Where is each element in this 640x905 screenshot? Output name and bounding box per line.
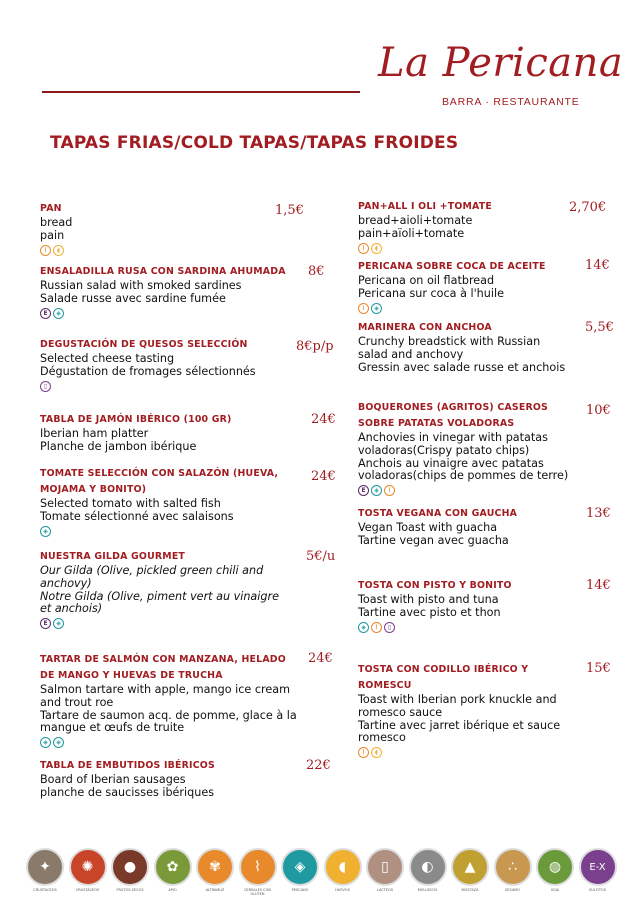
menu-item-name: PAN [40,203,62,214]
menu-item-description: Toast with pisto and tuna [358,593,499,606]
allergen-icons [358,243,568,254]
gluten-icon: ⌇ [371,622,382,633]
lactose-icon: ▯ [40,381,51,392]
menu-item [40,264,290,319]
fish-icon: ◈ [53,618,64,629]
menu-item-price: 22€ [306,758,331,773]
menu-item-price: 5,5€ [585,320,614,335]
allergen-legend-label: MOLUSCOS [417,888,438,892]
menu-item-description: Gressin avec salade russe et anchois [358,360,566,374]
allergen-legend-icon: ▯ [366,848,404,886]
menu-item-price: 8€ [308,264,325,279]
menu-item [40,652,300,748]
menu-item-description: Toast with Iberian pork knuckle and romesco sauce [358,693,557,719]
allergen-legend-icon: ✺ [69,848,107,886]
menu-item-description: Anchois au vinaigre avec patatas voladoras(chips de pommes de terre) [358,456,569,483]
gluten-icon: ⌇ [358,747,369,758]
menu-item-description: planche de saucisses ibériques [40,785,215,799]
allergen-legend-label: CEREALES CON GLUTEN [243,888,271,896]
allergen-legend-icon: ✾ [196,848,234,886]
menu-item-price: 14€ [586,578,611,593]
header-rule [42,91,360,93]
menu-item-name: ENSALADILLA RUSA CON SARDINA AHUMADA [40,266,286,277]
menu-item [358,199,568,254]
menu-item-price: 14€ [585,258,610,273]
menu-item-description: pain+aïoli+tomate [358,226,465,240]
allergen-legend-label: HUEVOS [335,888,350,892]
lactose-icon: ▯ [384,622,395,633]
menu-item-description: Tartare de saumon acq. de pomme, glace à la mangue et œufs de truite [40,708,297,735]
menu-item-price: 13€ [586,506,611,521]
gluten-icon: ⌇ [358,303,369,314]
menu-item-name: TOSTA VEGANA CON GAUCHA [358,508,518,519]
menu-item [358,259,573,314]
menu-item-name: PERICANA SOBRE COCA DE ACEITE [358,261,546,272]
menu-item-description: Notre Gilda (Olive, piment vert au vinaigre et anchois) [40,589,279,616]
menu-item-description: Planche de jambon ibérique [40,439,197,453]
menu-item-price: 5€/u [306,549,336,564]
allergen-legend-icon: ◍ [536,848,574,886]
menu-item-price: 10€ [586,403,611,418]
menu-item-name: DEGUSTACIÓN DE QUESOS SELECCIÓN [40,339,248,350]
menu-item [358,320,573,374]
allergen-legend-label: SULFITOS [589,888,606,892]
menu-item [358,400,578,496]
menu-item-description: Selected tomato with salted fish [40,497,221,510]
menu-item-name: TOSTA CON PISTO Y BONITO [358,580,512,591]
fish-icon: ◈ [371,485,382,496]
menu-item-description: Our Gilda (Olive, pickled green chili and anchovy) [40,564,264,590]
fish-icon: ◈ [358,622,369,633]
menu-item-name: TARTAR DE SALMÓN CON MANZANA, HELADO DE MANGO Y HUEVAS DE TRUCHA [40,654,286,681]
allergen-icons [40,308,290,319]
menu-item-price: 24€ [311,412,336,427]
allergen-legend-icon: ▲ [451,848,489,886]
menu-item-name: PAN+ALL I OLI +TOMATE [358,201,492,212]
allergen-legend-label: LACTEOS [376,888,394,892]
menu-item-description: pain [40,228,65,242]
allergen-legend-icon: ● [111,848,149,886]
allergen-icons [40,526,290,537]
allergen-icons [40,381,280,392]
gluten-icon: ⌇ [40,245,51,256]
menu-item-name: TOMATE SELECCIÓN CON SALAZÓN (HUEVA, MOJAMA Y BONITO) [40,468,279,495]
allergen-legend-icon: ◐ [409,848,447,886]
allergen-legend-icon: ◈ [281,848,319,886]
menu-item-price: 24€ [308,651,333,666]
gluten-icon: ⌇ [384,485,395,496]
sulfites-icon: E [40,308,51,319]
menu-item-description: Salmon tartare with apple, mango ice cream and trout roe [40,683,290,709]
section-title: TAPAS FRIAS/COLD TAPAS/TAPAS FROIDES [50,133,459,153]
fish-icon: ◈ [53,737,64,748]
fish-icon: ◈ [40,526,51,537]
allergen-legend-icon: ◖ [324,848,362,886]
allergen-legend-label: SESAMO [505,888,520,892]
menu-item-description: Tartine avec pisto et thon [358,605,501,619]
allergen-legend-label: CRUSTACEOS [33,888,57,892]
allergen-legend-label: CRUSTÁCEOS [75,888,100,892]
allergen-icons [358,622,573,633]
menu-item [40,466,290,537]
allergen-legend-label: FRUTOS SECOS [116,888,144,892]
menu-item [40,337,280,392]
allergen-icons [40,737,300,748]
menu-item [358,662,573,758]
menu-item-description: Russian salad with smoked sardines [40,279,242,292]
menu-item-description: Salade russe avec sardine fumée [40,291,226,305]
menu-item-description: bread [40,216,73,229]
allergen-legend-label: SOJA [550,888,560,892]
menu-item-description: Iberian ham platter [40,427,149,440]
menu-item-name: NUESTRA GILDA GOURMET [40,551,186,562]
menu-item-name: TOSTA CON CODILLO IBÉRICO Y ROMESCU [358,664,529,691]
menu-item-description: Tartine avec jarret ibérique et sauce romesco [358,718,561,745]
menu-item-description: Anchovies in vinegar with patatas voladoras(Crispy patato chips) [358,431,548,457]
menu-item-description: Pericana sur coca à l'huile [358,286,504,300]
menu-item [358,506,573,548]
eggs-icon: ◖ [371,243,382,254]
sulfites-icon: E [358,485,369,496]
fish-icon: ◈ [40,737,51,748]
menu-item-description: Crunchy breadstick with Russian salad and anchovy [358,335,541,361]
menu-item [358,578,573,633]
eggs-icon: ◖ [371,747,382,758]
fish-icon: ◈ [371,303,382,314]
allergen-legend [20,848,640,898]
menu-item-name: TABLA DE JAMÓN IBÉRICO (100 GR) [40,414,232,425]
menu-item-name: MARINERA CON ANCHOA [358,322,492,333]
menu-item [40,201,280,256]
menu-item-description: Pericana on oil flatbread [358,274,495,287]
menu-item-price: 2,70€ [569,200,607,215]
allergen-icons [358,747,573,758]
menu-item-name: TABLA DE EMBUTIDOS IBÉRICOS [40,760,215,771]
logo-subtitle: BARRA · RESTAURANTE [442,96,580,108]
logo: La Pericana [378,40,624,86]
sulfites-icon: E [40,618,51,629]
menu-item [40,412,290,454]
allergen-icons [40,618,290,629]
allergen-legend-label: PESCADO [291,888,309,892]
allergen-icons [358,485,578,496]
menu-item [40,758,290,800]
menu-item-price: 8€p/p [296,339,334,354]
menu-item-description: Tartine vegan avec guacha [358,533,509,547]
gluten-icon: ⌇ [358,243,369,254]
menu-item-price: 1,5€ [275,203,304,218]
allergen-legend-label: APIO [168,888,177,892]
menu-item-description: Dégustation de fromages sélectionnés [40,364,256,378]
eggs-icon: ◖ [53,245,64,256]
menu-item-description: Tomate sélectionné avec salaisons [40,509,234,523]
menu-item-price: 24€ [311,469,336,484]
menu-item-description: Board of Iberian sausages [40,773,186,786]
menu-item-description: Selected cheese tasting [40,352,175,365]
menu-item-description: Vegan Toast with guacha [358,521,498,534]
menu-item-price: 15€ [586,661,611,676]
allergen-icons [358,303,573,314]
allergen-legend-icon: ⌇ [239,848,277,886]
allergen-legend-label: ALTRAMUZ [205,888,225,892]
allergen-icons [40,245,280,256]
allergen-legend-icon: ✿ [154,848,192,886]
menu-item-description: bread+aioli+tomate [358,214,473,227]
fish-icon: ◈ [53,308,64,319]
allergen-legend-icon: ✦ [26,848,64,886]
allergen-legend-label: MOSTAZA [461,888,479,892]
menu-item [40,549,290,629]
allergen-legend-icon: E-X [579,848,617,886]
menu-item-name: BOQUERONES (AGRITOS) CASEROS SOBRE PATATAS VOLADORAS [358,402,548,429]
allergen-legend-icon: ∴ [494,848,532,886]
